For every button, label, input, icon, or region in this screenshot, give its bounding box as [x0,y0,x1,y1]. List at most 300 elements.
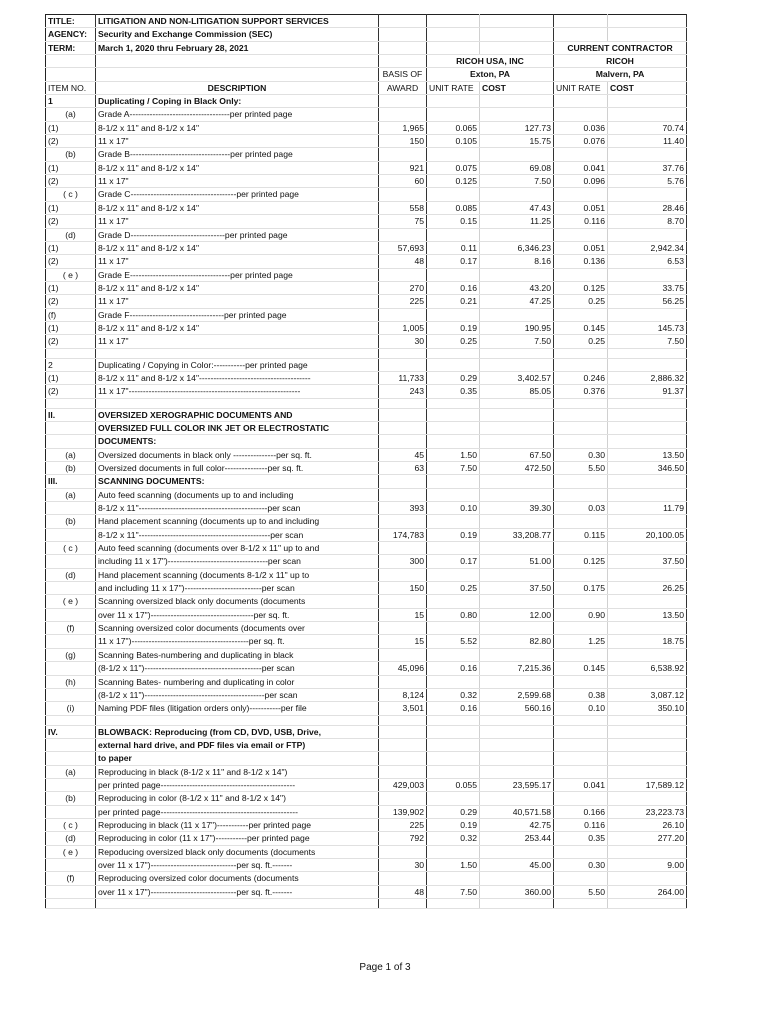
vendor1-unit-rate-cell: 0.10 [427,502,480,515]
basis-of-award-cell [379,725,427,738]
basis-of-award-cell: 1,005 [379,321,427,334]
vendor1-unit-rate-cell [427,188,480,201]
vendor2-unit-rate-cell: 0.076 [554,135,608,148]
vendor2-cost-cell: 2,942.34 [608,241,687,254]
vendor1-unit-rate-cell [427,408,480,421]
table-row [46,885,687,898]
agency-value: Security and Exchange Commission (SEC) [96,28,379,41]
table-row [46,488,687,501]
table-row [46,515,687,528]
vendor1-city: Exton, PA [427,68,554,81]
spacer-row [46,348,687,358]
vendor1-cost-cell: 2,599.68 [480,688,554,701]
basis-of-award-cell [379,675,427,688]
item-number-cell: (b) [46,515,96,528]
vendor1-unit-rate-cell: 0.055 [427,778,480,791]
spacer-row [46,899,687,909]
vendor2-cost-cell [608,398,687,408]
basis-of-award-cell: 3,501 [379,702,427,715]
basis-of-award-cell: 792 [379,832,427,845]
table-row [46,752,687,765]
item-number-cell: (2) [46,385,96,398]
basis-of-award-cell: 1,965 [379,121,427,134]
cost-header-2: COST [608,81,687,94]
vendor2-cost-cell [608,675,687,688]
vendor2-cost-cell: 8.70 [608,215,687,228]
item-number-cell: (2) [46,335,96,348]
item-number-cell: (a) [46,448,96,461]
item-number-cell [46,752,96,765]
description-cell: 11 x 17")-----------------------------------------per sq. ft. [96,635,379,648]
item-number-cell: (a) [46,488,96,501]
award-header: AWARD [379,81,427,94]
vendor1-unit-rate-cell [427,398,480,408]
vendor2-unit-rate-cell [554,715,608,725]
table-row [46,148,687,161]
vendor1-unit-rate-cell [427,765,480,778]
vendor2-unit-rate-cell: 0.116 [554,215,608,228]
vendor1-cost-cell [480,872,554,885]
vendor2-cost-cell [608,95,687,108]
column-header-row [46,81,687,94]
vendor2-cost-cell [608,738,687,751]
vendor1-cost-cell [480,228,554,241]
item-number-cell [46,421,96,434]
table-row [46,161,687,174]
vendor1-cost-cell: 82.80 [480,635,554,648]
vendor2-cost-cell [608,792,687,805]
vendor1-cost-cell: 33,208.77 [480,528,554,541]
vendor2-city: Malvern, PA [554,68,687,81]
table-row [46,662,687,675]
basis-of-award-cell [379,648,427,661]
description-cell: 8-1/2 x 11" and 8-1/2 x 14" [96,321,379,334]
description-cell: over 11 x 17")------------------------------------per sq. ft. [96,608,379,621]
vendor1-cost-cell [480,348,554,358]
item-number-cell: IV. [46,725,96,738]
table-row [46,555,687,568]
description-cell: per printed page------------------------------------------------ [96,805,379,818]
basis-of-award-cell [379,421,427,434]
vendor1-cost-cell [480,108,554,121]
vendor2-unit-rate-cell [554,488,608,501]
basis-of-award-cell: 139,902 [379,805,427,818]
vendor2-unit-rate-cell: 0.25 [554,335,608,348]
description-cell: per printed page----------------------------------------------- [96,778,379,791]
item-number-cell: (1) [46,321,96,334]
vendor2-unit-rate-cell: 0.175 [554,582,608,595]
vendor2-cost-cell [608,568,687,581]
description-cell [96,899,379,909]
vendor2-unit-rate-cell [554,348,608,358]
vendor2-unit-rate-cell: 1.25 [554,635,608,648]
description-cell: Oversized documents in black only ---------------per sq. ft. [96,448,379,461]
item-no-header: ITEM NO. [46,81,96,94]
item-number-cell: (2) [46,255,96,268]
description-cell: Duplicating / Copying in Color:-----------per printed page [96,358,379,371]
vendor2-cost-cell: 3,087.12 [608,688,687,701]
vendor2-unit-rate-cell: 0.051 [554,241,608,254]
document-title: LITIGATION AND NON-LITIGATION SUPPORT SERVICES [96,15,379,28]
item-number-cell [46,778,96,791]
vendor1-cost-cell: 190.95 [480,321,554,334]
vendor2-unit-rate-cell: 0.35 [554,832,608,845]
vendor2-unit-rate-cell: 0.376 [554,385,608,398]
vendor2-cost-cell: 7.50 [608,335,687,348]
basis-of-award-cell [379,308,427,321]
basis-of-award-cell [379,358,427,371]
table-row [46,421,687,434]
vendor2-cost-cell: 9.00 [608,858,687,871]
description-cell: Reproducing oversized color documents (documents [96,872,379,885]
vendor1-unit-rate-cell: 0.35 [427,385,480,398]
vendor1-cost-cell [480,899,554,909]
table-row [46,108,687,121]
vendor1-cost-cell [480,792,554,805]
vendor1-unit-rate-cell: 1.50 [427,858,480,871]
vendor2-cost-cell [608,765,687,778]
vendor1-cost-cell: 3,402.57 [480,371,554,384]
basis-of-award-cell [379,715,427,725]
vendor2-unit-rate-cell: 0.10 [554,702,608,715]
description-cell: Scanning oversized color documents (documents over [96,622,379,635]
vendor2-cost-cell: 264.00 [608,885,687,898]
vendor2-unit-rate-cell: 5.50 [554,462,608,475]
item-number-cell: (2) [46,215,96,228]
vendor2-cost-cell: 350.10 [608,702,687,715]
vendor2-cost-cell [608,435,687,448]
table-row [46,228,687,241]
basis-of-award-cell [379,475,427,488]
vendor1-cost-cell: 8.16 [480,255,554,268]
description-cell: DOCUMENTS: [96,435,379,448]
vendor1-unit-rate-cell: 7.50 [427,885,480,898]
vendor2-unit-rate-cell [554,268,608,281]
description-cell: 8-1/2 x 11" and 8-1/2 x 14" [96,121,379,134]
table-row [46,335,687,348]
description-cell: Grade A-----------------------------------per printed page [96,108,379,121]
vendor2-cost-cell: 18.75 [608,635,687,648]
vendor1-unit-rate-cell: 0.29 [427,371,480,384]
item-number-cell: ( e ) [46,268,96,281]
vendor1-cost-cell [480,845,554,858]
vendor2-cost-cell: 56.25 [608,295,687,308]
description-cell: Hand placement scanning (documents 8-1/2 x 11" up to [96,568,379,581]
basis-of-award-cell [379,435,427,448]
vendor2-unit-rate-cell [554,308,608,321]
description-cell: Auto feed scanning (documents up to and including [96,488,379,501]
vendor1-unit-rate-cell [427,622,480,635]
table-row [46,215,687,228]
agency-label: AGENCY: [46,28,96,41]
vendor1-cost-cell: 12.00 [480,608,554,621]
vendor2-unit-rate-cell [554,188,608,201]
description-cell: Grade F---------------------------------per printed page [96,308,379,321]
item-number-cell: (1) [46,281,96,294]
vendor1-cost-cell: 67.50 [480,448,554,461]
vendor2-cost-cell [608,148,687,161]
item-number-cell [46,348,96,358]
vendor1-cost-cell [480,188,554,201]
vendor1-cost-cell: 23,595.17 [480,778,554,791]
vendor2-unit-rate-cell [554,408,608,421]
vendor2-unit-rate-cell: 0.145 [554,662,608,675]
vendor1-unit-rate-cell: 0.125 [427,175,480,188]
vendor1-unit-rate-cell [427,568,480,581]
table-row [46,448,687,461]
vendor2-unit-rate-cell: 0.096 [554,175,608,188]
description-cell: (8-1/2 x 11")------------------------------------------per scan [96,688,379,701]
vendor2-unit-rate-cell [554,899,608,909]
basis-of-award-cell [379,595,427,608]
vendor1-cost-cell [480,622,554,635]
table-row [46,805,687,818]
vendor2-cost-cell: 26.25 [608,582,687,595]
vendor1-unit-rate-cell: 0.25 [427,335,480,348]
vendor1-cost-cell: 15.75 [480,135,554,148]
vendor2-unit-rate-cell [554,358,608,371]
vendor2-cost-cell: 70.74 [608,121,687,134]
basis-of-award-cell: 57,693 [379,241,427,254]
vendor1-cost-cell [480,308,554,321]
table-row [46,255,687,268]
description-cell: SCANNING DOCUMENTS: [96,475,379,488]
vendor1-unit-rate-cell: 0.25 [427,582,480,595]
vendor2-unit-rate-cell: 0.166 [554,805,608,818]
vendor2-cost-cell [608,188,687,201]
vendor2-cost-cell [608,488,687,501]
vendor2-unit-rate-cell: 0.136 [554,255,608,268]
item-number-cell [46,899,96,909]
description-cell: 8-1/2 x 11"---------------------------------------------per scan [96,502,379,515]
vendor2-cost-cell: 6,538.92 [608,662,687,675]
table-row [46,568,687,581]
vendor-name-row [46,55,687,68]
table-row [46,765,687,778]
basis-of-award-cell: 75 [379,215,427,228]
vendor1-unit-rate-cell [427,108,480,121]
bid-tabulation-table [45,14,687,909]
description-cell: 11 x 17" [96,135,379,148]
vendor1-unit-rate-cell: 0.16 [427,281,480,294]
description-cell [96,715,379,725]
table-row [46,738,687,751]
vendor2-unit-rate-cell: 0.115 [554,528,608,541]
vendor1-name: RICOH USA, INC [427,55,554,68]
description-cell: BLOWBACK: Reproducing (from CD, DVD, USB, Drive, [96,725,379,738]
description-cell: 8-1/2 x 11" and 8-1/2 x 14" [96,201,379,214]
vendor1-unit-rate-cell [427,725,480,738]
item-number-cell: (2) [46,175,96,188]
vendor2-unit-rate-cell [554,622,608,635]
vendor1-cost-cell: 360.00 [480,885,554,898]
vendor1-unit-rate-cell [427,475,480,488]
vendor1-cost-cell [480,738,554,751]
vendor1-unit-rate-cell: 0.16 [427,662,480,675]
table-row [46,408,687,421]
item-number-cell: (g) [46,648,96,661]
vendor1-cost-cell [480,95,554,108]
basis-of-award-cell: 15 [379,635,427,648]
vendor1-unit-rate-cell [427,148,480,161]
basis-of-award-cell: 60 [379,175,427,188]
basis-of-award-cell [379,622,427,635]
description-cell [96,398,379,408]
vendor1-cost-cell: 85.05 [480,385,554,398]
table-row [46,542,687,555]
vendor1-cost-cell [480,725,554,738]
item-number-cell [46,858,96,871]
item-number-cell: (b) [46,148,96,161]
vendor2-unit-rate-cell [554,475,608,488]
basis-of-award-cell: 150 [379,135,427,148]
vendor1-cost-cell: 253.44 [480,832,554,845]
item-number-cell [46,582,96,595]
basis-of-award-cell: 921 [379,161,427,174]
table-row [46,358,687,371]
vendor2-unit-rate-cell [554,752,608,765]
description-cell: Grade C-------------------------------------per printed page [96,188,379,201]
vendor2-cost-cell [608,228,687,241]
item-number-cell: 1 [46,95,96,108]
vendor2-cost-cell: 37.50 [608,555,687,568]
vendor2-unit-rate-cell [554,228,608,241]
vendor1-cost-cell: 40,571.58 [480,805,554,818]
basis-of-award-cell [379,792,427,805]
vendor2-unit-rate-cell [554,872,608,885]
table-row [46,648,687,661]
vendor1-cost-cell [480,542,554,555]
item-number-cell: (1) [46,201,96,214]
table-row [46,622,687,635]
vendor1-unit-rate-cell [427,228,480,241]
basis-of-award-cell: 15 [379,608,427,621]
vendor1-cost-cell: 7.50 [480,335,554,348]
vendor1-unit-rate-cell: 0.16 [427,702,480,715]
vendor1-unit-rate-cell: 0.19 [427,321,480,334]
description-cell: Scanning Bates-numbering and duplicating in black [96,648,379,661]
vendor2-cost-cell [608,622,687,635]
vendor1-unit-rate-cell: 0.065 [427,121,480,134]
basis-of-award-cell: 30 [379,335,427,348]
vendor1-cost-cell: 7,215.36 [480,662,554,675]
vendor1-cost-cell [480,752,554,765]
vendor2-unit-rate-cell [554,725,608,738]
item-number-cell [46,528,96,541]
vendor2-unit-rate-cell [554,568,608,581]
description-cell: Naming PDF files (litigation orders only)-----------per file [96,702,379,715]
description-cell: to paper [96,752,379,765]
table-row [46,281,687,294]
vendor1-unit-rate-cell: 0.075 [427,161,480,174]
basis-of-award-cell: 429,003 [379,778,427,791]
vendor1-unit-rate-cell [427,715,480,725]
vendor2-unit-rate-cell: 0.041 [554,778,608,791]
vendor1-unit-rate-cell: 0.085 [427,201,480,214]
vendor1-unit-rate-cell: 0.19 [427,528,480,541]
description-cell: over 11 x 17")------------------------------per sq. ft.------- [96,885,379,898]
description-cell: Scanning Bates- numbering and duplicating in color [96,675,379,688]
table-row [46,688,687,701]
description-cell: over 11 x 17")------------------------------per sq. ft.------- [96,858,379,871]
table-row [46,608,687,621]
table-row [46,241,687,254]
table-row [46,371,687,384]
item-number-cell: (2) [46,295,96,308]
vendor1-unit-rate-cell [427,752,480,765]
vendor2-unit-rate-cell [554,792,608,805]
description-cell: Auto feed scanning (documents over 8-1/2 x 11" up to and [96,542,379,555]
vendor2-cost-cell [608,358,687,371]
basis-of-award-cell: 174,783 [379,528,427,541]
vendor1-unit-rate-cell [427,542,480,555]
item-number-cell: (1) [46,241,96,254]
description-cell: Reproducing in color (8-1/2 x 11" and 8-1/2 x 14") [96,792,379,805]
vendor2-cost-cell: 13.50 [608,448,687,461]
basis-of-award-cell [379,542,427,555]
vendor2-cost-cell: 37.76 [608,161,687,174]
vendor1-cost-cell: 11.25 [480,215,554,228]
basis-of-award-cell: 558 [379,201,427,214]
vendor2-unit-rate-cell [554,542,608,555]
item-number-cell: (a) [46,108,96,121]
item-number-cell: (d) [46,568,96,581]
item-number-cell [46,435,96,448]
vendor2-unit-rate-cell [554,595,608,608]
vendor1-cost-cell [480,148,554,161]
description-cell: Oversized documents in full color---------------per sq. ft. [96,462,379,475]
vendor2-cost-cell [608,408,687,421]
description-cell: Grade D---------------------------------per printed page [96,228,379,241]
vendor2-unit-rate-cell [554,515,608,528]
item-number-cell: (f) [46,308,96,321]
description-cell: (8-1/2 x 11")-----------------------------------------per scan [96,662,379,675]
basis-of-award-cell [379,108,427,121]
table-row [46,188,687,201]
unit-rate-header-1: UNIT RATE [427,81,480,94]
item-number-cell: III. [46,475,96,488]
vendor2-unit-rate-cell: 0.246 [554,371,608,384]
vendor2-cost-cell [608,752,687,765]
vendor1-cost-cell: 51.00 [480,555,554,568]
description-cell: 11 x 17" [96,175,379,188]
description-cell: 8-1/2 x 11" and 8-1/2 x 14" [96,161,379,174]
description-cell: 8-1/2 x 11" and 8-1/2 x 14" [96,241,379,254]
vendor2-unit-rate-cell [554,675,608,688]
vendor2-cost-cell [608,715,687,725]
vendor1-cost-cell [480,268,554,281]
vendor2-cost-cell: 5.76 [608,175,687,188]
vendor2-cost-cell: 17,589.12 [608,778,687,791]
item-number-cell: (b) [46,792,96,805]
description-cell: 11 x 17" [96,335,379,348]
vendor2-cost-cell [608,845,687,858]
basis-of-award-cell [379,752,427,765]
vendor2-cost-cell [608,542,687,555]
vendor2-cost-cell: 6.53 [608,255,687,268]
description-header: DESCRIPTION [96,81,379,94]
vendor2-cost-cell: 11.40 [608,135,687,148]
term-value: March 1, 2020 thru February 28, 2021 [96,41,379,54]
vendor2-cost-cell: 91.37 [608,385,687,398]
vendor2-cost-cell: 277.20 [608,832,687,845]
basis-of-award-cell: 270 [379,281,427,294]
vendor2-unit-rate-cell [554,648,608,661]
vendor2-cost-cell [608,268,687,281]
vendor1-cost-cell: 69.08 [480,161,554,174]
vendor1-unit-rate-cell: 0.19 [427,818,480,831]
vendor1-unit-rate-cell: 0.105 [427,135,480,148]
